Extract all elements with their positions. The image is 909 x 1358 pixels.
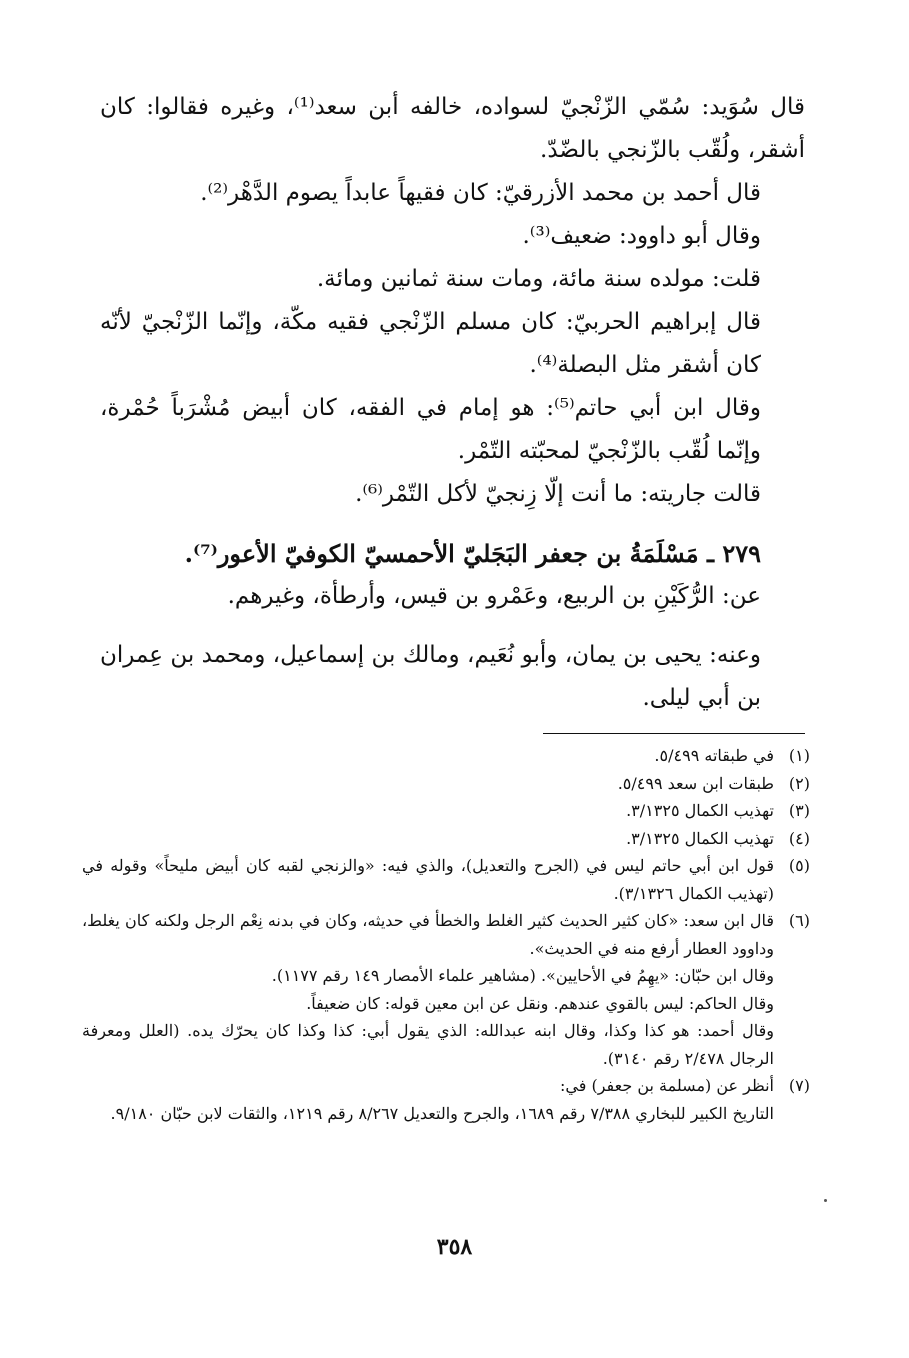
footnote-line: وقال ابن حبّان: «يهِمُ في الأحايين». (مشاهير علماء الأمصار ١٤٩ رقم ١١٧٧). (271, 966, 774, 985)
footnote-line: أنظر عن (مسلمة بن جعفر) في: (560, 1076, 774, 1095)
footnote-text (82, 852, 774, 907)
footnote-text (82, 770, 774, 798)
paragraph-azraqi: قال أحمد بن محمد الأزرقيّ: كان فقيهاً عابداً يصوم الدَّهْر⁽²⁾. (200, 180, 761, 206)
footnote-text (82, 825, 774, 853)
footnote-3 (82, 797, 810, 825)
footnote-7 (82, 1072, 810, 1127)
footnote-line: التاريخ الكبير للبخاري ٧/٣٨٨ رقم ١٦٨٩، والجرح والتعديل ٨/٢٦٧ رقم ١٢١٩، والثقات لابن حبّان ٩/١٨٠. (110, 1103, 774, 1123)
footnote-separator (543, 733, 805, 734)
footnote-5 (82, 852, 810, 907)
footnote-number: (١) (788, 746, 810, 765)
paragraph-teachers: عن: الرُّكَيْنِ بن الربيع، وعَمْرو بن قيس، وأرطأة، وغيرهم. (227, 583, 761, 609)
footnote-line: وقال أحمد: هو كذا وكذا، وقال ابنه عبدالله: الذي يقول أبي: كذا وكذا كان يحرّك يده. (العلل ومعرفة الرجال ٢/٤٧٨ رقم ٣١٤٠). (82, 1021, 774, 1068)
footnote-number: (٤) (788, 828, 810, 848)
print-speck (824, 1199, 827, 1202)
footnote-line: في طبقاته ٥/٤٩٩. (654, 746, 774, 765)
paragraph-suwayd: قال سُوَيد: سُمّي الزّنْجيّ لسواده، خالفه أبن سعد⁽¹⁾، وغيره فقالوا: كان أشقر، ولُقّب بالزّنجي بالضّدّ. (100, 94, 805, 163)
footnote-number: (٦) (788, 911, 810, 930)
footnote-number: (٣) (788, 801, 810, 820)
paragraph-jariya: قالت جاريته: ما أنت إلّا زِنجيّ لأكل التّمْر⁽⁶⁾. (355, 481, 761, 507)
footnote-2 (82, 770, 810, 798)
footnote-line: طبقات ابن سعد ٥/٤٩٩. (617, 773, 774, 793)
footnote-line: قول ابن أبي حاتم ليس في (الجرح والتعديل)، والذي فيه: «والزنجي لقبه كان أبيض مليحاً» وقوله في (تهذيب الكمال ٣/١٣٢٦). (82, 856, 774, 903)
footnote-1 (82, 742, 810, 770)
footnote-6 (82, 907, 810, 1072)
footnotes (82, 742, 810, 1127)
paragraph-ibn-abi-hatim: وقال ابن أبي حاتم⁽⁵⁾: هو إمام في الفقه، كان أبيض مُشْرَباً حُمْرة، وإنّما لُقّب بالزّنْجيّ لمحبّته التّمْر. (100, 395, 761, 464)
paragraph-students: وعنه: يحيى بن يمان، وأبو نُعَيم، ومالك بن إسماعيل، ومحمد بن عِمران بن أبي ليلى. (100, 642, 761, 711)
footnote-text (82, 907, 774, 1072)
paragraph-harbi: قال إبراهيم الحربيّ: كان مسلم الزّنْجي فقيه مكّة، وإنّما الزّنْجيّ لأنّه كان أشقر مثل البصلة⁽⁴⁾. (100, 309, 761, 378)
paragraph-abu-dawud: وقال أبو داوود: ضعيف⁽³⁾. (522, 223, 761, 249)
footnote-line: وقال الحاكم: ليس بالقوي عندهم. ونقل عن ابن معين قوله: كان ضعيفاً. (306, 993, 774, 1013)
footnote-text (82, 797, 774, 825)
footnote-number: (٢) (788, 773, 810, 793)
footnote-line: تهذيب الكمال ٣/١٣٢٥. (626, 801, 774, 820)
footnote-line: قال ابن سعد: «كان كثير الحديث كثير الغلط والخطأ في حديثه، وكان في بدنه نِعْم الرجل ولكنه كان يغلط، وداوود العطار أرفع منه في الحديث». (82, 911, 775, 958)
footnote-number: (٥) (788, 856, 810, 875)
footnote-line: تهذيب الكمال ٣/١٣٢٥. (626, 828, 774, 848)
footnote-number: (٧) (788, 1076, 810, 1095)
footnote-4 (82, 825, 810, 853)
footnote-text (82, 742, 774, 770)
main-text (100, 86, 805, 720)
footnote-text (82, 1072, 774, 1127)
page-number: ٣٥٨ (436, 1234, 473, 1260)
paragraph-birth-death: قلت: مولده سنة مائة، ومات سنة ثمانين ومائة. (316, 266, 761, 292)
entry-title: ٢٧٩ ـ مَسْلَمَةُ بن جعفر البَجَليّ الأحمسيّ الكوفيّ الأعور⁽⁷⁾. (184, 539, 761, 568)
